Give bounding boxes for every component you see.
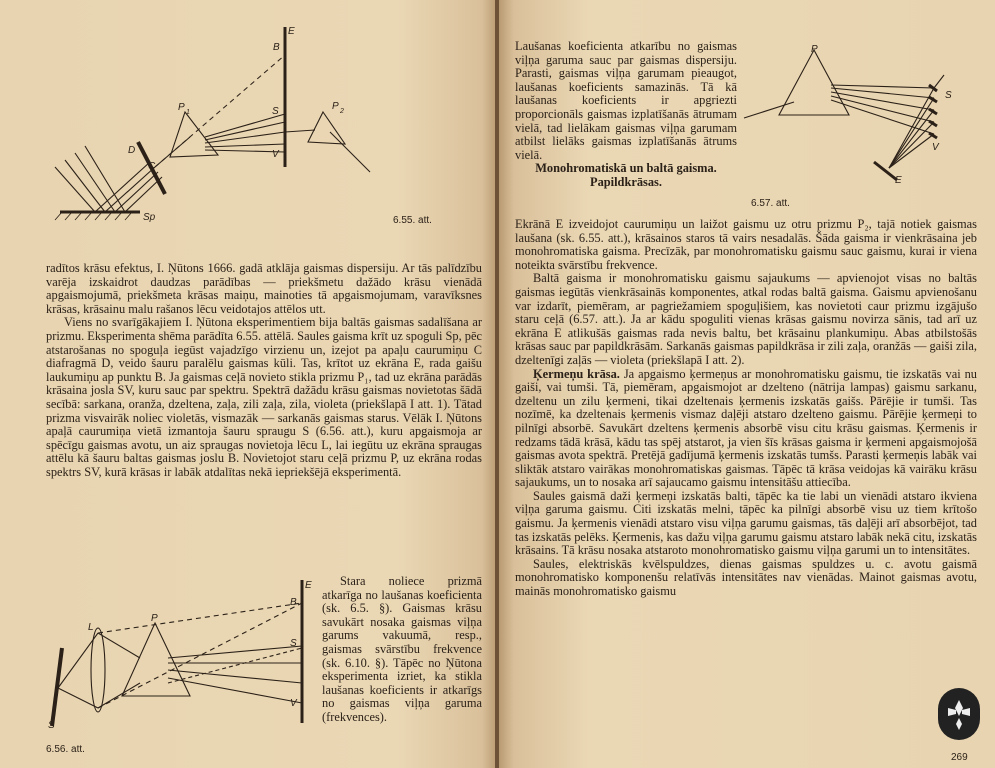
page-number: 269: [951, 752, 968, 763]
right-page: [499, 0, 995, 768]
label-P1: P: [178, 102, 185, 113]
label-D: D: [128, 145, 136, 156]
label-P2: P: [332, 101, 339, 112]
paragraph: Ja apgaismo ķermeņus ar monohromatisku gaismu, tie izskatās vai nu gaiši, vai tumši. Tā, piemēram, apgaismojot ar dzelteno (nātrija lampas) gaismu sarkanu, dzeltenu un zilu ķermeni, tikai dzeltenais ķermenis izskatās gaišs. Pārējie ir tumši. Tas nozīmē, ka dzeltenais ķermenis vismaz daļēji atstaro dzelteno gaismu. Pārējie ķermeņi to pilnīgi absorbē. Savukārt dzeltens ķermenis absorbē visu citu krāsu gaismas. Ķermenis ir redzams tādā krāsā, kādu tas spēj atstarot, ja vien šīs krāsas gaisma ir ķermeni apgaismojošā gaismas avota spektrā. Pretējā gadījumā ķermenis izskatās tumšs. Parasti ķermeņis labāk vai sliktāk atstaro vairākas monohromatiskas gaismas. Tāpēc tā krāsa veidojas kā vairāku krāsu sajaukums, un to nosaka arī sajaucamo gaismu intensitāšu attiecība.: [515, 366, 977, 490]
label-V: V: [272, 149, 279, 160]
label-B: B: [290, 597, 297, 608]
label-S: S: [945, 90, 952, 101]
left-page: [0, 0, 497, 768]
label-V: V: [932, 142, 939, 153]
paragraph: radītos krāsu efektus, I. Ņūtons 1666. gadā atklāja gaismas dispersiju. Ar tās palīdzību varēja izskaidrot daudzas parādības — priekšmetu dažādo krāsu vienādā apgaismojumā, priekšmeta krāsas maiņu, mainoties tā apgaismojumam, varavīksnes krāsas, krāsainu malu rašanos lēcu veidotajos attēlos utt.: [46, 261, 482, 316]
paragraph: Ekrānā E izveidojot caurumiņu un laižot gaismu uz otru prizmu P₂, tajā notiek gaismas laušana (sk. 6.55. att.), krāsainos staros tā vairs nesadalās. Šāda gaisma ir vienkrāsaina jeb monohromatiska gaisma. Precīzāk, par monohromatisku gaismu sauc gaismu, kurai ir viena noteikta svārstību frekvence.: [515, 217, 977, 272]
right-main-text: [515, 218, 977, 599]
paragraph: Stara noliece prizmā atkarīga no laušanas koeficienta (sk. 6.5. §). Gaismas krāsu savukārt nosaka gaismas viļņa garums vakuumā, resp., gaismas svārstību frekvence (sk. 6.10. §). Tāpēc no Ņūtona eksperimenta izriet, ka stikla laušanas koeficients ir atkarīgs no gaismas viļņa garuma (frekvences).: [322, 574, 482, 724]
figure-6-55: [40, 22, 460, 234]
label-V: V: [290, 698, 297, 709]
label-S: S: [290, 638, 297, 649]
label-E: E: [895, 175, 902, 186]
label-E: E: [288, 26, 295, 37]
label-P: P: [151, 613, 158, 624]
label-E: E: [305, 580, 312, 591]
paragraph: Saules, elektriskās kvēlspuldzes, dienas gaismas spuldzes u. c. avotu gaismā monohromatisko komponenšu relatīvās intensitātes nav vienādas. Mainot gaismas avotu, mainās monohromatisko gaismu: [515, 556, 977, 599]
figure-6-56: [40, 578, 320, 753]
label-Sp: Sp: [143, 212, 156, 223]
paragraph: Laušanas koeficienta atkarību no gaismas viļņa garuma sauc par gaismas dispersiju. Parasti, gaismas viļņa garumam pieaugot, laušanas koeficients samazinās. Tā kā laušanas koeficients ir apgriezti proporcionāls gaismas izplatīšanās ātrumam vielā, tad lielākam gaismas viļņa garumam atbilst lielāks gaismas izplatīšanās ātrums vielā.: [515, 39, 737, 162]
paragraph: Viens no svarīgākajiem I. Ņūtona eksperimentiem bija baltās gaismas sadalīšana ar prizmu. Eksperimenta shēma parādīta 6.55. attēlā. Saules gaisma krīt uz spoguli Sp, pēc atstarošanas no spoguļa iegūst vajadzīgo virzienu un, izejot pa apaļu caurumiņu C diafragmā D, veido šauru paralēlu gaismas kūli. Tas, krītot uz ekrāna E, rada gaišu laukumiņu ap punktu B. Ja gaismas ceļā novieto stikla prizmu P₁, tad uz ekrāna parādās krāsaina josla SV, kuru sauc par spektru. Spektrā dažādu krāsu gaismas novietotas šādā secībā: sarkana, oranža, dzeltena, zaļa, zili zaļa, zila, violeta (priekšlapā I att. 1). Tātad prizma visvairāk noliec violetās, vismazāk — sarkanās gaismas starus. Vēlāk I. Ņūtons apaļā caurumiņa vietā izmantoja šauru spraugu S (6.56. att.), kuru apgaismoja ar spēcīgu gaismas avotu, un aiz spraugas novietoja lēcu L, lai iegūtu uz ekrāna spraugas attēlu kā šauru baltas gaismas joslu B. Novietojot staru ceļā prizmu P, uz ekrāna rodas spektrs SV, kurā krāsas ir labāk atdalītas nekā iepriekšējā eksperimentā.: [46, 315, 482, 479]
right-top-text: [515, 40, 737, 190]
label-P2-sub: 2: [340, 108, 344, 115]
figure-6-57: [739, 40, 974, 200]
label-L: L: [88, 622, 94, 633]
paragraph: Saules gaismā daži ķermeņi izskatās balti, tāpēc ka tie labi un vienādi atstaro ikviena viļņa garuma gaismu. Citi izskatās melni, tāpēc ka pilnīgi absorbē visu uz tiem krītošo gaismu. Ja ķermenis vienādi atstaro visu viļņa garumu gaismas, tās daļēji arī absorbējot, tad tas izskatās pelēks. Ķermenis, kas dažu viļņa garumu gaismu atstaro labāk nekā citu, izskatās krāsains. Tā krāsu nosaka atstaroto monohromatisko gaismu viļņa garumi un to intensitātes.: [515, 488, 977, 558]
paragraph: Baltā gaisma ir monohromatisku gaismu sajaukums — apvienojot visas no baltās gaismas iegūtās vienkrāsainās komponentes, atkal rodas baltā gaisma. Gaismu apvienošanu var izdarīt, piemēram, ar pagriežamiem spoguļišiem, kas novietoti caur prizmu izgājušo staru ceļā (6.57. att.). Ja ar kādu spoguliti vienas krāsas gaismu novirza sānis, tad arī uz ekrāna E atlikušās gaismas rada nevis baltu, bet krāsainu plankumiņu. Abas atbilstošās krāsas sauc par papildkrāsām. Sarkanās gaismas papildkrāsa ir zili zaļa, oranžās — gaiši zila, dzeltenīgi zaļās — violeta (priekšlapā I att. 2).: [515, 271, 977, 367]
watermark-logo-icon: [938, 688, 980, 740]
label-P1-sub: 1: [186, 109, 190, 116]
section-heading: Monohromatiskā un baltā gaisma. Papildkrāsas.: [535, 161, 717, 189]
caption-6-55: 6.55. att.: [393, 215, 432, 226]
left-side-text: [322, 575, 482, 725]
caption-6-57: 6.57. att.: [751, 198, 790, 209]
label-P: P: [811, 44, 818, 55]
label-B: B: [273, 42, 280, 53]
section-heading: Ķermeņu krāsa.: [533, 366, 620, 381]
left-text-block: [46, 262, 482, 480]
label-C: C: [148, 161, 156, 172]
caption-6-56: 6.56. att.: [46, 744, 85, 755]
label-S: S: [272, 106, 279, 117]
label-S-slit: S: [48, 720, 55, 731]
